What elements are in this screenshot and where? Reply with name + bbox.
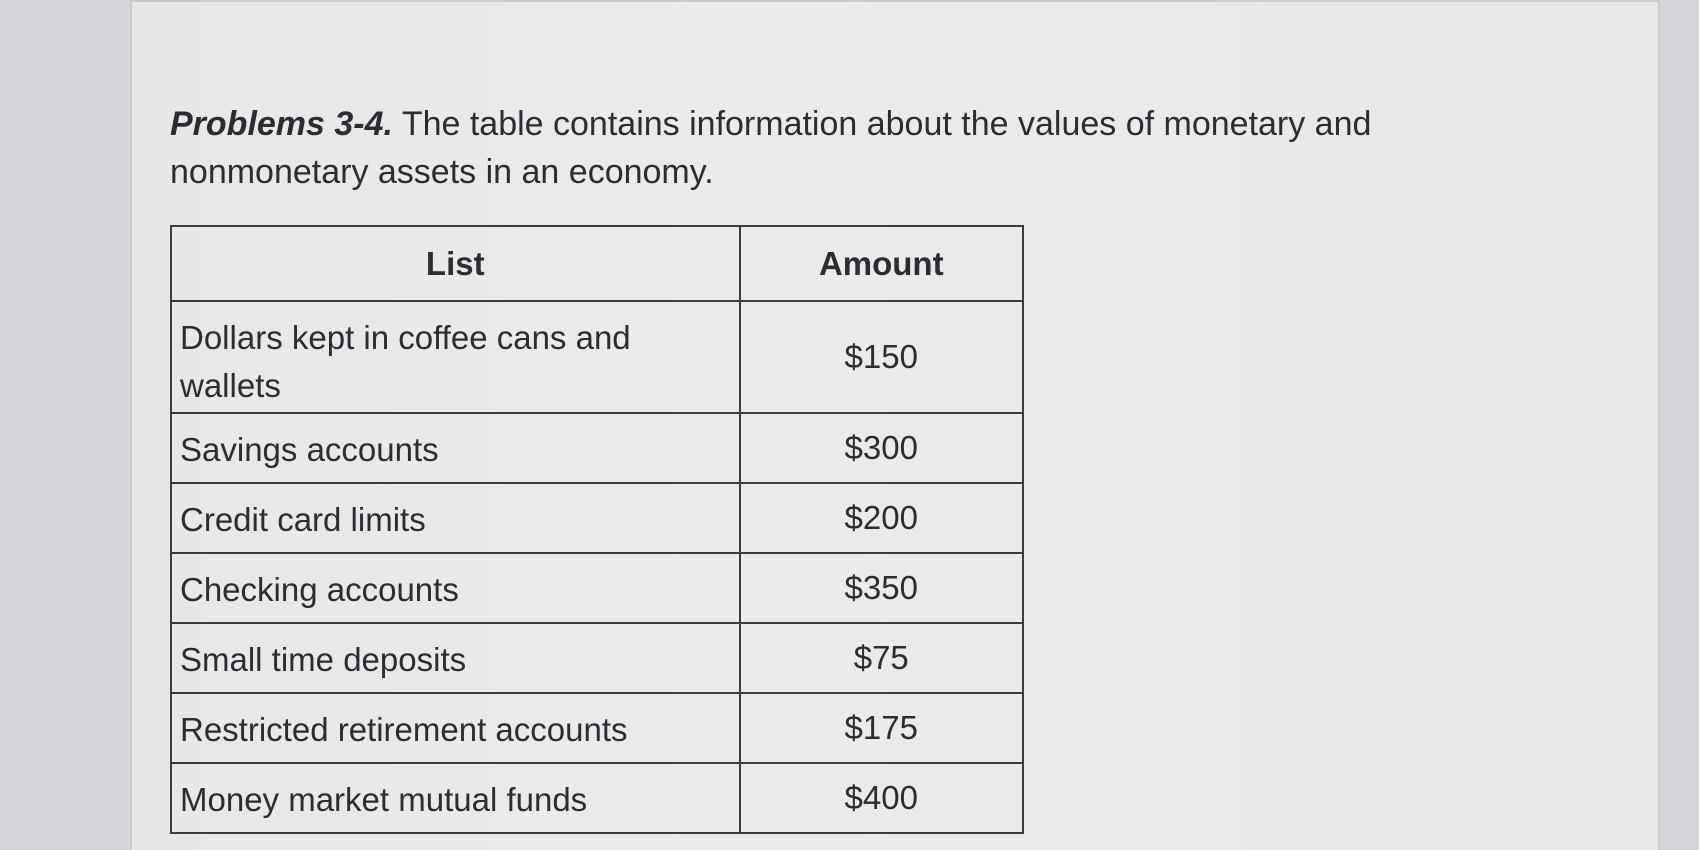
header-list: List [171, 226, 740, 301]
row-amount: $350 [740, 553, 1023, 623]
row-item: Money market mutual funds [171, 763, 740, 833]
assets-table [170, 225, 1024, 834]
problem-statement [170, 100, 1570, 196]
table-row [171, 693, 1023, 763]
row-item: Savings accounts [171, 413, 740, 483]
problem-text: The table contains information about the values of monetary and nonmonetary assets in an economy. [170, 105, 1372, 191]
table-row [171, 301, 1023, 413]
header-amount: Amount [740, 226, 1023, 301]
row-amount: $175 [740, 693, 1023, 763]
row-amount: $400 [740, 763, 1023, 833]
row-item: Checking accounts [171, 553, 740, 623]
row-amount: $200 [740, 483, 1023, 553]
table-row [171, 623, 1023, 693]
table-row [171, 553, 1023, 623]
table-row [171, 483, 1023, 553]
row-item: Credit card limits [171, 483, 740, 553]
table-row [171, 763, 1023, 833]
row-amount: $75 [740, 623, 1023, 693]
row-amount: $300 [740, 413, 1023, 483]
row-item: Dollars kept in coffee cans and wallets [171, 301, 740, 413]
table-header-row [171, 226, 1023, 301]
table-row [171, 413, 1023, 483]
row-item: Small time deposits [171, 623, 740, 693]
row-item: Restricted retirement accounts [171, 693, 740, 763]
row-amount: $150 [740, 301, 1023, 413]
problem-number: Problems 3-4. [170, 105, 393, 143]
